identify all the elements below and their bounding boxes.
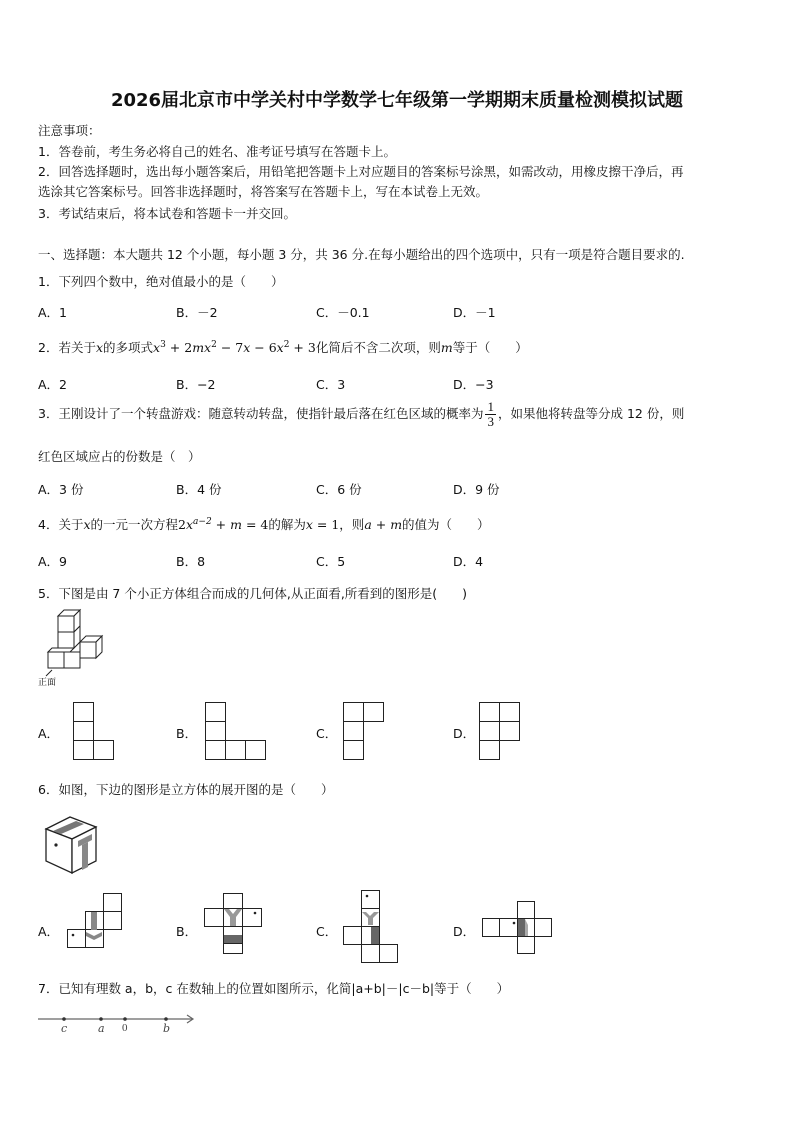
q7-stem: 7．已知有理数 a，b，c 在数轴上的位置如图所示，化简|a+b|－|c－b|等于（ ） [38, 981, 510, 996]
q1-option-d: D．－1 [453, 305, 496, 320]
q3-option-b: B．4 份 [176, 482, 222, 497]
q5-option-c-figure [343, 702, 385, 762]
q5-option-d-figure [479, 702, 521, 762]
q1-option-c: C．－0.1 [316, 305, 370, 320]
q5-option-d-label: D． [453, 726, 476, 741]
q5-cube-solid [38, 608, 108, 678]
q6-option-a-net [64, 893, 124, 949]
q2-option-c: C．3 [316, 377, 346, 392]
q4-stem: 4．关于x的一元一次方程$2x^{a-2} + m = 4$的解为x = 1，则a + m的值为（ ） [38, 517, 490, 532]
q2-polynomial: $x^3 + 2mx^2 - 7x - 6x^2 + 3$ [153, 340, 316, 355]
q2-option-a: A．2 [38, 377, 68, 392]
point-b [164, 1017, 168, 1021]
q2-option-d: D．−3 [453, 377, 494, 392]
numberline-label-zero: 0 [122, 1022, 128, 1034]
notice-item-1: 1．答卷前，考生务必将自己的姓名、准考证号填写在答题卡上。 [38, 144, 396, 159]
q3-option-a: A．3 份 [38, 482, 84, 497]
q6-option-d-label: D． [453, 924, 476, 939]
q6-option-c-label: C． [316, 924, 338, 939]
notice-item-2-cont: 选涂其它答案标号。回答非选择题时，将答案写在答题卡上，写在本试卷上无效。 [38, 184, 489, 199]
q5-stem: 5．下图是由 7 个小正方体组合而成的几何体,从正面看,所看到的图形是( ) [38, 586, 468, 601]
q3-option-d: D．9 份 [453, 482, 500, 497]
q3-stem-line2: 红色区域应占的份数是（ ） [38, 449, 201, 464]
q5-option-c-label: C． [316, 726, 338, 741]
page-title: 2026届北京市中学关村中学数学七年级第一学期期末质量检测模拟试题 [110, 90, 684, 111]
q5-option-b-figure [205, 702, 267, 762]
notice-item-3: 3．考试结束后，将本试卷和答题卡一并交回。 [38, 206, 296, 221]
q1-option-b: B．－2 [176, 305, 218, 320]
point-a [99, 1017, 103, 1021]
q6-option-a-label: A． [38, 924, 60, 939]
q2-option-b: B．−2 [176, 377, 216, 392]
q6-stem: 6．如图，下边的图形是立方体的展开图的是（ ） [38, 782, 334, 797]
numberline-label-c: c [61, 1022, 68, 1035]
q5-option-a-label: A． [38, 726, 60, 741]
q5-option-a-figure [73, 702, 115, 762]
q5-option-b-label: B． [176, 726, 198, 741]
q4-option-c: C．5 [316, 554, 346, 569]
q3-fraction: $\frac{1}{3}$ [487, 399, 494, 429]
point-zero [123, 1017, 127, 1021]
q4-equation: $2x^{a-2} + m = 4$ [178, 517, 269, 532]
q6-option-b-label: B． [176, 924, 198, 939]
q4-option-a: A．9 [38, 554, 68, 569]
q4-option-d: D．4 [453, 554, 484, 569]
q3-option-c: C．6 份 [316, 482, 362, 497]
q6-option-b-net [203, 893, 265, 955]
q6-option-d-net [481, 901, 553, 957]
q1-option-a: A．1 [38, 305, 68, 320]
q4-option-b: B．8 [176, 554, 206, 569]
numberline-label-b: b [163, 1022, 171, 1035]
notice-item-2: 2．回答选择题时，选出每小题答案后，用铅笔把答题卡上对应题目的答案标号涂黑，如需改动，用橡皮擦干净后，再 [38, 164, 684, 179]
q3-stem: 3．王刚设计了一个转盘游戏：随意转动转盘，使指针最后落在红色区域的概率为 $\frac{1}{3}$ ，如果他将转盘等分成 12 份，则 [38, 399, 685, 429]
q6-option-c-net [343, 890, 403, 966]
numberline-label-a: a [98, 1022, 105, 1035]
section-heading: 一、选择题：本大题共 12 个小题，每小题 3 分，共 36 分.在每小题给出的四个选项中，只有一项是符合题目要求的. [38, 247, 685, 262]
point-c [62, 1017, 66, 1021]
q2-stem: 2．若关于x的多项式$x^3 + 2mx^2 - 7x - 6x^2 + 3$化简后不含二次项，则m等于（ ） [38, 340, 528, 355]
q5-front-label: 正面 [38, 678, 57, 688]
q6-cube-figure [40, 815, 100, 877]
notice-heading: 注意事项： [38, 123, 101, 138]
q1-stem: 1．下列四个数中，绝对值最小的是（ ） [38, 274, 284, 289]
